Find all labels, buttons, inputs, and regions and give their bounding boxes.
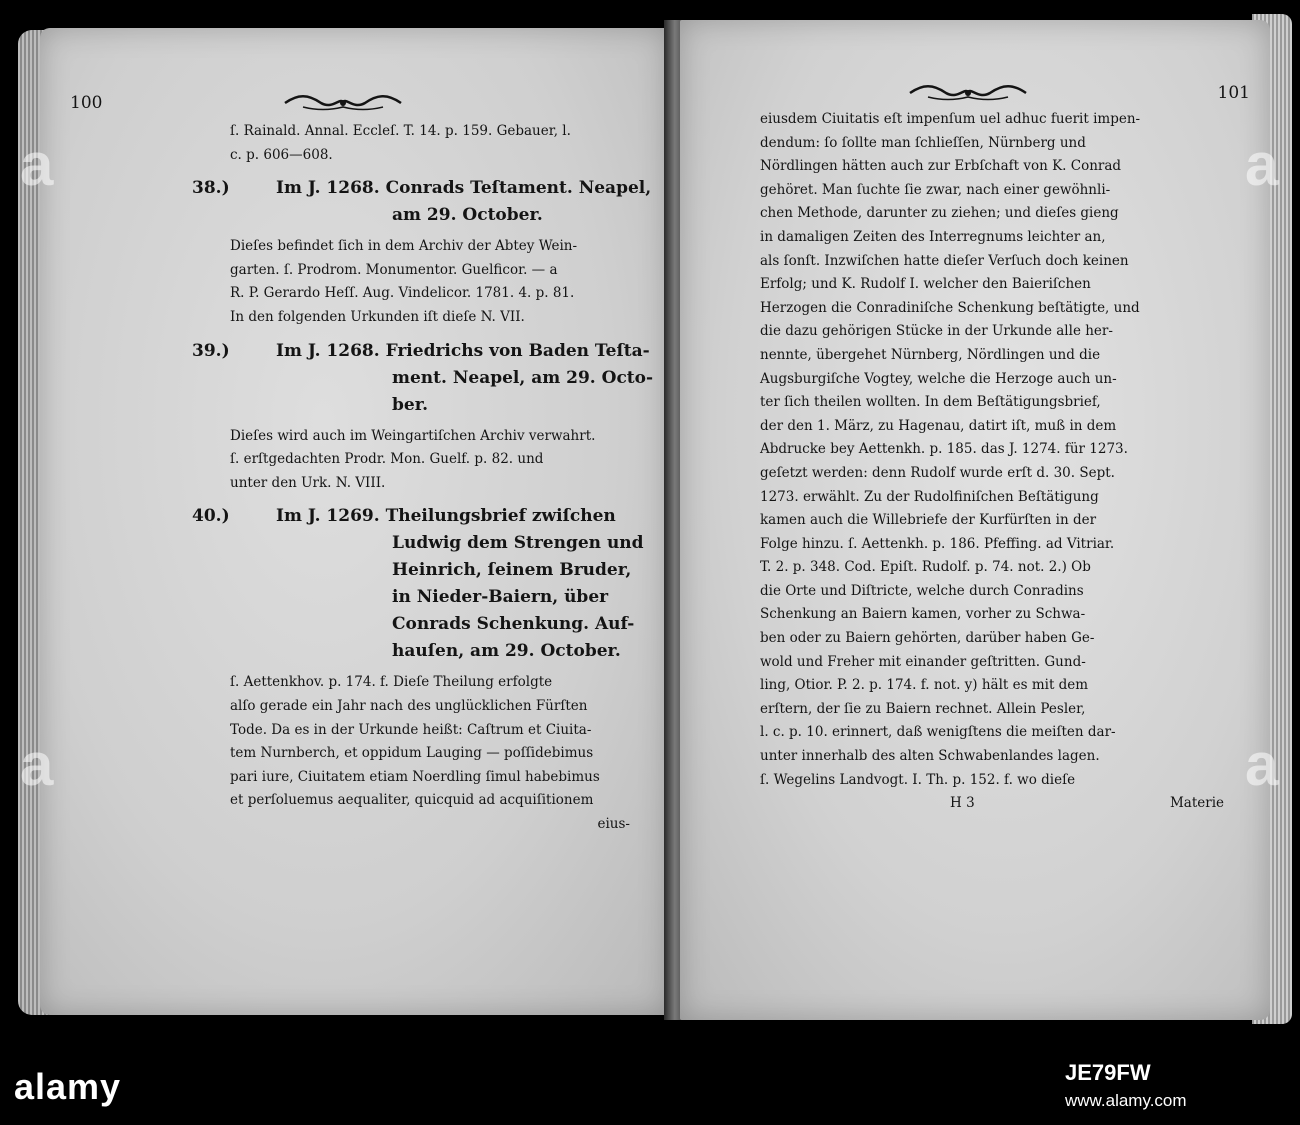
watermark-overlay-letter: a xyxy=(20,131,54,198)
text-line: tem Nurnberch, et oppidum Lauging — poſſidebimus xyxy=(230,745,594,762)
text-line: unter innerhalb des alten Schwabenlandes lagen. xyxy=(760,748,1100,765)
entry-title xyxy=(276,503,644,665)
watermark-url: www.alamy.com xyxy=(1065,1091,1187,1110)
text-line: erſtern, der ſie zu Baiern rechnet. Allein Pesler, xyxy=(760,700,1086,717)
entry-text xyxy=(218,671,638,836)
watermark-image-code: JE79FW xyxy=(1065,1060,1151,1085)
text-line: nennte, übergehet Nürnberg, Nördlingen und die xyxy=(760,346,1101,363)
text-line: Schenkung an Baiern kamen, vorher zu Schwa- xyxy=(760,606,1086,623)
entry-title xyxy=(276,175,651,229)
text-line: R. P. Gerardo Heſſ. Aug. Vindelicor. 1781. 4. p. 81. xyxy=(230,285,575,302)
carryover-text xyxy=(218,120,638,167)
text-line: ling, Otior. P. 2. p. 174. f. not. y) hält es mit dem xyxy=(760,677,1089,694)
watermark-logo: alamy xyxy=(14,1066,122,1107)
text-line: l. c. p. 10. erinnert, daß wenigſtens die meiſten dar- xyxy=(760,724,1116,741)
title-line: am 29. October. xyxy=(392,205,543,226)
text-line: kamen auch die Willebriefe der Kurfürſten in der xyxy=(760,512,1097,529)
text-line: ſ. erſtgedachten Prodr. Mon. Guelf. p. 82. und xyxy=(230,451,544,468)
title-line: Im J. 1269. Theilungsbrief zwiſchen xyxy=(276,506,616,527)
text-line: Nördlingen hätten auch zur Erbſchaft von K. Conrad xyxy=(760,158,1122,175)
text-line: Abdrucke bey Aettenkh. p. 185. das J. 1274. für 1273. xyxy=(760,441,1128,458)
title-line: ment. Neapel, am 29. Octo- xyxy=(392,367,654,388)
text-line: Dieſes befindet ſich in dem Archiv der Abtey Wein- xyxy=(230,238,578,255)
text-line: geſetzt werden: denn Rudolf wurde erſt d. 30. Sept. xyxy=(760,464,1115,481)
watermark-overlay-letter: a xyxy=(20,731,54,798)
title-line: in Nieder-Baiern, über xyxy=(392,587,609,608)
watermark-overlay-letter: a xyxy=(1245,131,1279,198)
text-line: ſ. Aettenkhov. p. 174. f. Dieſe Theilung erfolgte xyxy=(230,674,553,691)
text-line: die dazu gehörigen Stücke in der Urkunde alle her- xyxy=(760,323,1113,340)
right-page-header xyxy=(908,78,1250,108)
signature-mark: H 3 xyxy=(950,795,975,812)
right-page xyxy=(680,20,1270,1020)
title-line: Ludwig dem Strengen und xyxy=(392,533,644,554)
entry-title xyxy=(276,338,653,419)
signature-row xyxy=(760,792,1230,816)
title-line: Im J. 1268. Friedrichs von Baden Teſta- xyxy=(276,340,650,361)
text-line: in damaligen Zeiten des Interregnums leichter an, xyxy=(760,228,1106,245)
text-line: ben oder zu Baiern gehörten, darüber haben Ge- xyxy=(760,630,1095,647)
text-line: gehöret. Man ſuchte ſie zwar, nach einer gewöhnli- xyxy=(760,181,1111,198)
catchword: Materie xyxy=(1169,795,1224,812)
entry-number: 38.) xyxy=(192,178,230,199)
title-line: hauſen, am 29. October. xyxy=(392,641,621,662)
text-line: der den 1. März, zu Hagenau, datirt iſt, muß in dem xyxy=(760,417,1117,434)
text-line: et perſoluemus aequaliter, quicquid ad acquiſitionem xyxy=(230,792,594,809)
entry-text xyxy=(218,425,638,496)
text-line: ſ. Wegelins Landvogt. I. Th. p. 152. f. wo dieſe xyxy=(760,771,1076,788)
entry-38 xyxy=(192,175,652,229)
title-line: Conrads Schenkung. Auf- xyxy=(392,614,635,635)
left-page-body xyxy=(192,120,654,837)
text-line: Herzogen die Conradiniſche Schenkung beſtätigte, und xyxy=(760,299,1140,316)
text-line: ſ. Rainald. Annal. Eccleſ. T. 14. p. 159. Gebauer, l. xyxy=(230,123,571,139)
title-line: Heinrich, ſeinem Bruder, xyxy=(392,560,632,581)
entry-text xyxy=(218,235,638,329)
watermark-overlay-letter: a xyxy=(1245,731,1279,798)
text-line: ter ſich theilen wollten. In dem Beſtätigungsbrief, xyxy=(760,394,1101,411)
left-page xyxy=(40,28,668,1015)
text-line: unter den Urk. N. VIII. xyxy=(230,474,386,491)
right-page-number: 101 xyxy=(1217,83,1250,103)
right-page-body xyxy=(760,108,1230,816)
text-line: pari iure, Ciuitatem etiam Noerdling ſimul habebimus xyxy=(230,768,600,785)
text-line: die Orte und Diſtricte, welche durch Conradins xyxy=(760,582,1084,599)
text-line: wold und Freher mit einander geſtritten. Gund- xyxy=(760,653,1086,670)
entry-39 xyxy=(192,338,654,419)
header-ornament-icon xyxy=(283,92,403,114)
text-line: eiusdem Ciuitatis eſt impenſum uel adhuc fuerit impen- xyxy=(760,111,1141,127)
entry-number: 39.) xyxy=(192,340,230,361)
left-page-header xyxy=(70,88,612,118)
left-page-number: 100 xyxy=(70,93,103,113)
text-line: Tode. Da es in der Urkunde heißt: Caſtrum et Ciuita- xyxy=(230,721,592,738)
text-line: Dieſes wird auch im Weingartiſchen Archiv verwahrt. xyxy=(230,427,596,444)
entry-number: 40.) xyxy=(192,506,230,527)
catchword: eius- xyxy=(597,815,630,832)
text-line: alſo gerade ein Jahr nach des unglücklichen Fürſten xyxy=(230,697,588,714)
text-line: T. 2. p. 348. Cod. Epiſt. Rudolf. p. 74. not. 2.) Ob xyxy=(760,559,1091,576)
text-line: Erfolg; und K. Rudolf I. welcher den Baieriſchen xyxy=(760,276,1091,293)
text-line: Folge hinzu. ſ. Aettenkh. p. 186. Pfeffing. ad Vitriar. xyxy=(760,535,1115,552)
text-line: garten. ſ. Prodrom. Monumentor. Guelficor. — a xyxy=(230,261,558,278)
text-line: c. p. 606—608. xyxy=(230,146,333,163)
header-ornament-icon xyxy=(908,82,1028,104)
title-line: ber. xyxy=(392,394,429,415)
title-line: Im J. 1268. Conrads Teſtament. Neapel, xyxy=(276,178,652,199)
text-line: als ſonſt. Inzwiſchen hatte dieſer Verſuch doch keinen xyxy=(760,252,1129,269)
entry-40 xyxy=(192,503,644,665)
text-line: In den folgenden Urkunden iſt dieſe N. VII. xyxy=(230,308,525,325)
text-line: dendum: ſo ſollte man ſchlieſſen, Nürnberg und xyxy=(760,134,1086,151)
text-line: 1273. erwählt. Zu der Rudolfiniſchen Beſtätigung xyxy=(760,488,1099,505)
text-line: chen Methode, darunter zu ziehen; und dieſes gieng xyxy=(760,205,1119,222)
text-line: Augsburgiſche Vogtey, welche die Herzoge auch un- xyxy=(760,370,1117,387)
